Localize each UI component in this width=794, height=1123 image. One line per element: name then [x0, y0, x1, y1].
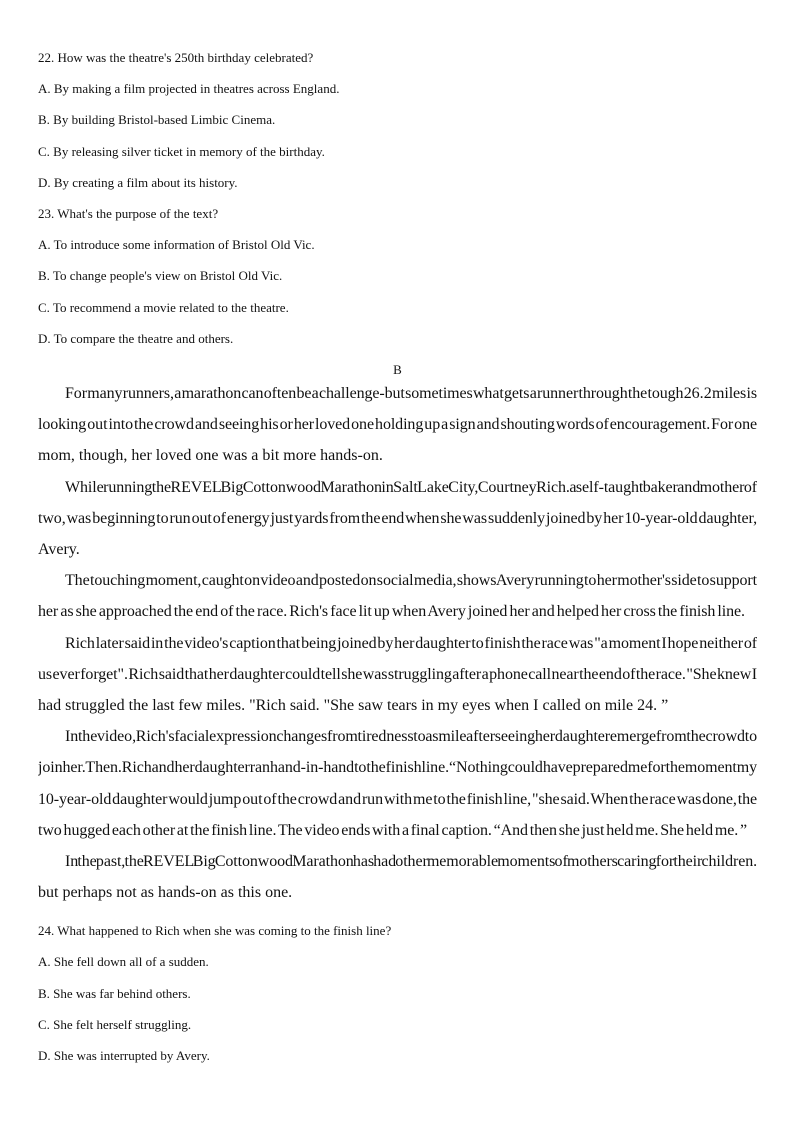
passage-line: While running the REVEL Big Cottonwood Marathon in Salt Lake City, Courtney Rich. a self-taught baker and mother of — [65, 478, 757, 496]
option-22-d: D. By creating a film about its history. — [38, 174, 238, 190]
paragraph — [38, 853, 757, 915]
option-24-d: D. She was interrupted by Avery. — [38, 1048, 210, 1063]
option-24-b: B. She was far behind others. — [38, 985, 191, 1001]
passage-line: looking out into the crowd and seeing his or her loved one holding up a sign and shouting words of encouragement. For one — [38, 416, 757, 434]
section-label: B — [393, 361, 402, 377]
option-22-c: C. By releasing silver ticket in memory of the birthday. — [38, 143, 325, 159]
passage-line: In the past, the REVEL Big Cottonwood Marathon has had other memorable moments of mothers caring for their children. — [65, 852, 757, 870]
option-22-a: A. By making a film projected in theatres across England. — [38, 81, 340, 97]
option-22-b: B. By building Bristol-based Limbic Cinema. — [38, 112, 276, 128]
passage-line: In the video, Rich's facial expression changes from tiredness to a smile after seeing her daughter emerge from the crowd to — [65, 728, 757, 746]
passage-line: us ever forget". Rich said that her daughter could tell she was struggling after a phone call near the end of the race. "She knew I — [38, 665, 757, 683]
question-24: 24. What happened to Rich when she was coming to the finish line? — [38, 923, 392, 939]
option-23-c: C. To recommend a movie related to the theatre. — [38, 299, 289, 315]
paragraph — [38, 728, 757, 853]
passage-line: two hugged each other at the finish line. The video ends with a final caption. “And then she just held me. She held me. ” — [38, 821, 747, 839]
paragraph — [38, 635, 757, 729]
option-23-b: B. To change people's view on Bristol Old Vic. — [38, 268, 283, 284]
passage-line: two, was beginning to run out of energy just yards from the end when she was suddenly joined by her 10-year-old daughter, — [38, 509, 757, 527]
option-23-a: A. To introduce some information of Bristol Old Vic. — [38, 237, 315, 253]
passage — [38, 385, 757, 915]
paragraph — [38, 572, 757, 634]
passage-line: Avery. — [38, 541, 80, 558]
passage-line: 10-year-old daughter would jump out of the crowd and run with me to the finish line, "she said. When the race was done, the — [38, 790, 757, 808]
question-23: 23. What's the purpose of the text? — [38, 205, 219, 221]
passage-line: Rich later said in the video's caption that being joined by her daughter to finish the race was "a moment I hope neither of — [65, 634, 757, 652]
passage-line: join her. Then. Rich and her daughter ran hand-in-hand to the finish line. “Nothing could have prepared me for the moment my — [38, 759, 757, 777]
passage-line: mom, though, her loved one was a bit more hands-on. — [38, 447, 383, 465]
passage-line: had struggled the last few miles. "Rich said. "She saw tears in my eyes when I called on mile 24. ” — [38, 696, 669, 714]
questions-top — [38, 42, 757, 354]
paragraph — [38, 385, 757, 479]
passage-line: her as she approached the end of the race. Rich's face lit up when Avery joined her and helped her cross the finish line. — [38, 603, 745, 621]
document-page — [38, 42, 757, 1071]
option-24-c: C. She felt herself struggling. — [38, 1016, 192, 1032]
passage-line: but perhaps not as hands-on as this one. — [38, 884, 293, 902]
passage-line: The touching moment, caught on video and posted on social media, shows Avery running to her mother's side to support — [65, 572, 757, 590]
paragraph — [38, 479, 757, 573]
question-22: 22. How was the theatre's 250th birthday celebrated? — [38, 50, 314, 65]
questions-bottom — [38, 915, 757, 1071]
option-24-a: A. She fell down all of a sudden. — [38, 954, 209, 970]
passage-line: For many runners, a marathon can often be a challenge-but sometimes what gets a runner through the tough 26. 2 miles is — [65, 385, 757, 403]
option-23-d: D. To compare the theatre and others. — [38, 330, 234, 346]
